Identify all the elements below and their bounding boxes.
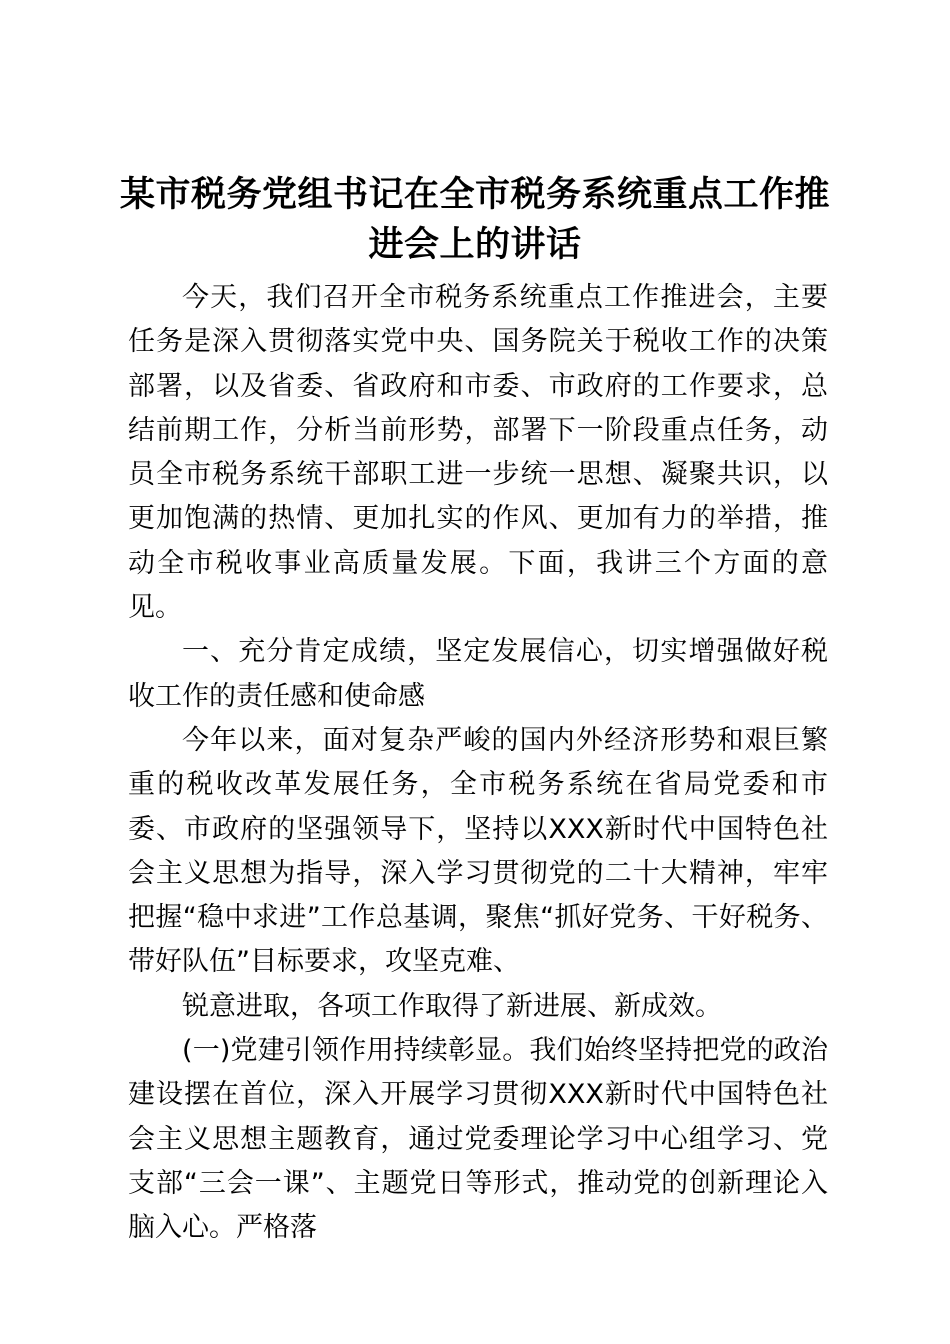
document-body [128,276,828,1251]
paragraph-achievements: 今年以来，面对复杂严峻的国内外经济形势和艰巨繁重的税收改革发展任务，全市税务系统在省局党委和市委、市政府的坚强领导下，坚持以XXX新时代中国特色社会主义思想为指导，深入学习贯彻党的二十大精神，牢牢把握“稳中求进”工作总基调，聚焦“抓好党务、干好税务、带好队伍”目标要求，攻坚克难、 [128,724,828,978]
paragraph-party-building: (一)党建引领作用持续彰显。我们始终坚持把党的政治建设摆在首位，深入开展学习贯彻XXX新时代中国特色社会主义思想主题教育，通过党委理论学习中心组学习、党支部“三会一课”、主题党日等形式，推动党的创新理论入脑入心。严格落 [128,1035,828,1244]
paragraph-progress: 锐意进取，各项工作取得了新进展、新成效。 [182,990,722,1022]
section-heading-1: 一、充分肯定成绩，坚定发展信心，切实增强做好税收工作的责任感和使命感 [128,636,828,712]
document-title: 某市税务党组书记在全市税务系统重点工作推进会上的讲话 [119,175,830,265]
paragraph-opening: 今天，我们召开全市税务系统重点工作推进会，主要任务是深入贯彻落实党中央、国务院关于税收工作的决策部署，以及省委、省政府和市委、市政府的工作要求，总结前期工作，分析当前形势，部署下一阶段重点任务，动员全市税务系统干部职工进一步统一思想、凝聚共识，以更加饱满的热情、更加扎实的作风、更加有力的举措，推动全市税收事业高质量发展。下面，我讲三个方面的意见。 [128,282,828,624]
